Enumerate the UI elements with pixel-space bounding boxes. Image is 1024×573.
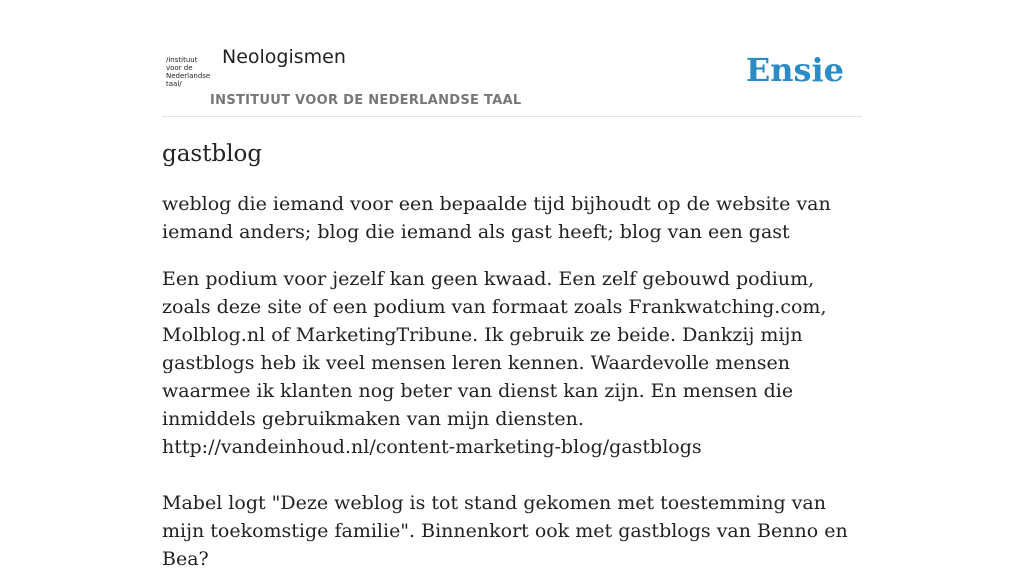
logo-line: /instituut: [166, 56, 198, 64]
site-subtitle: INSTITUUT VOOR DE NEDERLANDSE TAAL: [210, 93, 522, 108]
entry-content: [162, 138, 862, 573]
institute-logo[interactable]: [166, 56, 210, 88]
site-header: [162, 40, 862, 117]
site-title[interactable]: Neologismen: [222, 46, 346, 68]
entry-example: Een podium voor jezelf kan geen kwaad. Een zelf gebouwd podium, zoals deze site of een podium van formaat zoals Frankwatching.com, Molblog.nl of MarketingTribune. Ik gebruik ze beide. Dankzij mijn gastblogs heb ik veel mensen leren kennen. Waardevolle mensen waarmee ik klanten nog beter van dienst kan zijn. En mensen die inmiddels gebruikmaken van mijn diensten. http://vandeinhoud.nl/content-marketing-blog/gastblogs Mabel logt "Deze weblog is tot stand gekomen met toestemming van mijn toekomstige familie". Binnenkort ook met gastblogs van Benno en Bea?: [162, 268, 848, 570]
logo-line: voor de: [166, 64, 193, 72]
entry-word: gastblog: [162, 141, 263, 167]
entry-definition: weblog die iemand voor een bepaalde tijd bijhoudt op de website van iemand anders; blog die iemand als gast heeft; blog van een gast: [162, 193, 831, 243]
ensie-brand-logo[interactable]: Ensie: [745, 51, 844, 89]
logo-line: Nederlandse: [166, 72, 211, 80]
logo-line: taal/: [166, 80, 182, 88]
